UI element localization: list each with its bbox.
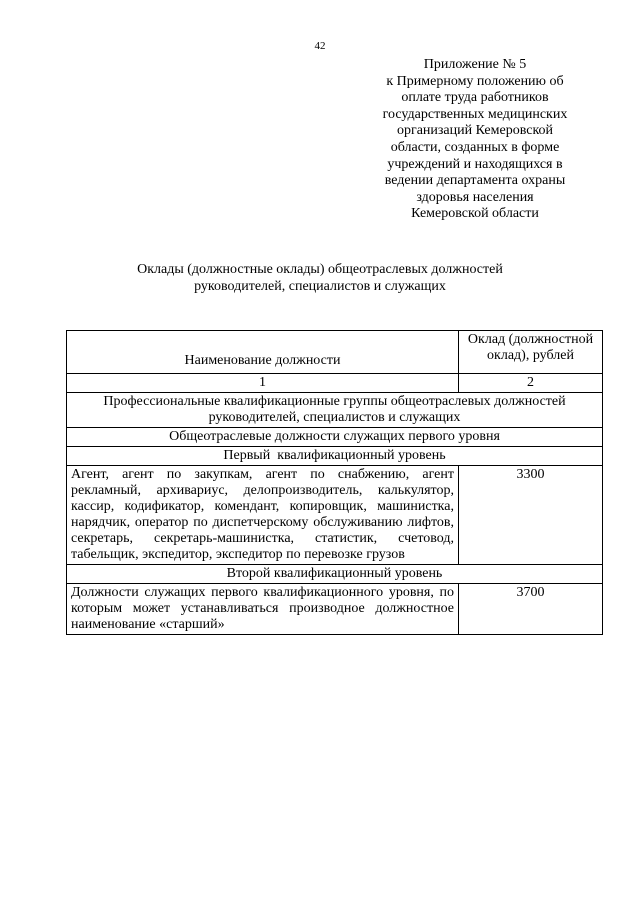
header-position-name: Наименование должности [67, 331, 459, 374]
table-row [67, 584, 603, 635]
appendix-line: государственных медицинских [382, 106, 568, 122]
level-title-row [67, 565, 603, 584]
appendix-line: оплате труда работников [401, 90, 549, 106]
header-salary: Оклад (должностной оклад), рублей [459, 331, 603, 374]
level-title: Второй квалификационный уровень [67, 565, 603, 584]
page-number: 42 [314, 40, 326, 52]
document-title [0, 262, 640, 295]
salary-cell: 3300 [459, 466, 603, 565]
table-header-row [67, 331, 603, 374]
salary-cell: 3700 [459, 584, 603, 635]
positions-cell: Должности служащих первого квалификационного уровня, по которым может устанавливаться производное должностное наименование «старший» [67, 584, 459, 635]
group-title-row [67, 393, 603, 428]
title-line-2: руководителей, специалистов и служащих [194, 278, 446, 294]
appendix-line: учреждений и находящихся в [387, 156, 563, 172]
positions-cell: Агент, агент по закупкам, агент по снабжению, агент рекламный, архивариус, делопроизводитель, калькулятор, кассир, кодификатор, комендант, копировщик, машинистка, нарядчик, оператор по диспетчерскому обслуживанию лифтов, секретарь, секретарь-машинистка, статистик, счетовод, табельщик, экспедитор, экспедитор по перевозке грузов [67, 466, 459, 565]
column-number-1: 1 [67, 374, 459, 393]
level-title: Первый квалификационный уровень [67, 447, 603, 466]
column-number-2: 2 [459, 374, 603, 393]
appendix-line: к Примерному положению об [386, 73, 564, 89]
table-row [67, 466, 603, 565]
appendix-block [370, 57, 580, 223]
appendix-line: области, созданных в форме [390, 139, 560, 155]
appendix-line: здоровья населения [416, 189, 534, 205]
appendix-line: ведении департамента охраны [384, 173, 566, 189]
salary-table [66, 330, 603, 635]
appendix-line: организаций Кемеровской [396, 123, 554, 139]
appendix-line: Кемеровской области [411, 206, 539, 222]
subgroup-title-row [67, 428, 603, 447]
group-title: Профессиональные квалификационные группы общеотраслевых должностей руководителей, специалистов и служащих [67, 393, 603, 428]
title-line-1: Оклады (должностные оклады) общеотраслевых должностей [137, 262, 503, 277]
subgroup-title: Общеотраслевые должности служащих первого уровня [67, 428, 603, 447]
column-number-row [67, 374, 603, 393]
level-title-row [67, 447, 603, 466]
appendix-line: Приложение № 5 [423, 57, 527, 72]
